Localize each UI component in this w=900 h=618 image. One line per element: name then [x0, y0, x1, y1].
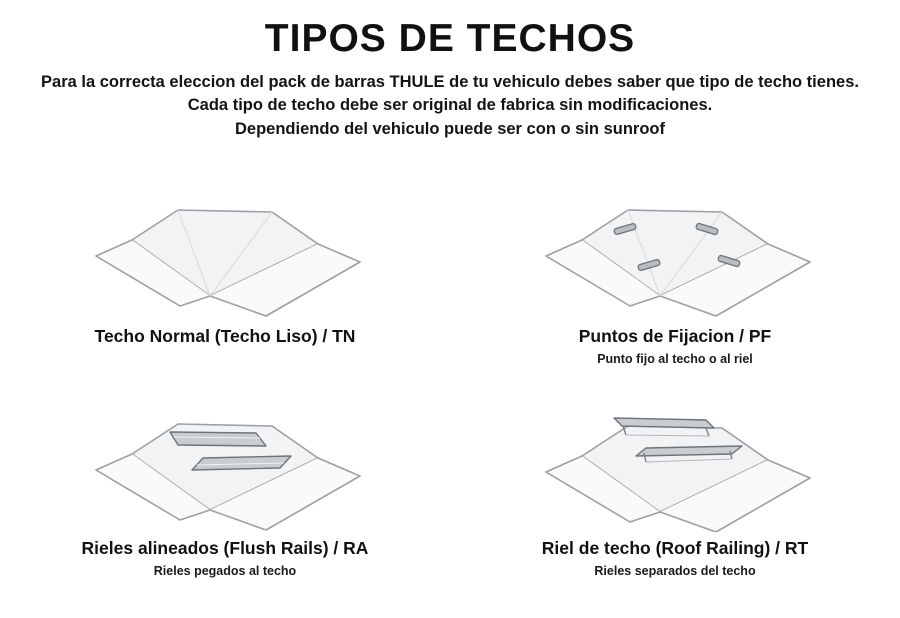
- roof-type-subcaption-rt: Rieles separados del techo: [594, 564, 756, 578]
- roof-type-card-ra: [0, 374, 450, 582]
- roof-type-caption-tn: Techo Normal (Techo Liso) / TN: [94, 326, 356, 346]
- roof-type-grid: [0, 166, 900, 582]
- car-roof-raised-railing-icon: [510, 392, 840, 532]
- diagram-page: [0, 18, 900, 618]
- roof-type-subcaption-ra: Rieles pegados al techo: [153, 564, 297, 578]
- intro-line-2: Cada tipo de techo debe ser original de fabrica sin modificaciones.: [187, 96, 713, 115]
- roof-type-caption-ra: Rieles alineados (Flush Rails) / RA: [81, 538, 369, 558]
- intro-line-1: Para la correcta eleccion del pack de barras THULE de tu vehiculo debes saber que tipo de techo tienes.: [41, 72, 859, 91]
- car-roof-fixpoint-icon: [510, 180, 840, 320]
- car-roof-plain-icon: [60, 180, 390, 320]
- intro-line-3: Dependiendo del vehiculo puede ser con o sin sunroof: [235, 119, 665, 138]
- roof-type-caption-pf: Puntos de Fijacion / PF: [578, 326, 772, 346]
- roof-type-card-pf: [450, 166, 900, 374]
- car-roof-flush-rails-icon: [60, 392, 390, 532]
- page-title: TIPOS DE TECHOS: [264, 17, 636, 60]
- roof-type-caption-rt: Riel de techo (Roof Railing) / RT: [541, 538, 809, 558]
- roof-type-card-tn: [0, 166, 450, 374]
- intro-text: [0, 71, 900, 141]
- roof-type-card-rt: [450, 374, 900, 582]
- roof-type-subcaption-pf: Punto fijo al techo o al riel: [597, 352, 753, 366]
